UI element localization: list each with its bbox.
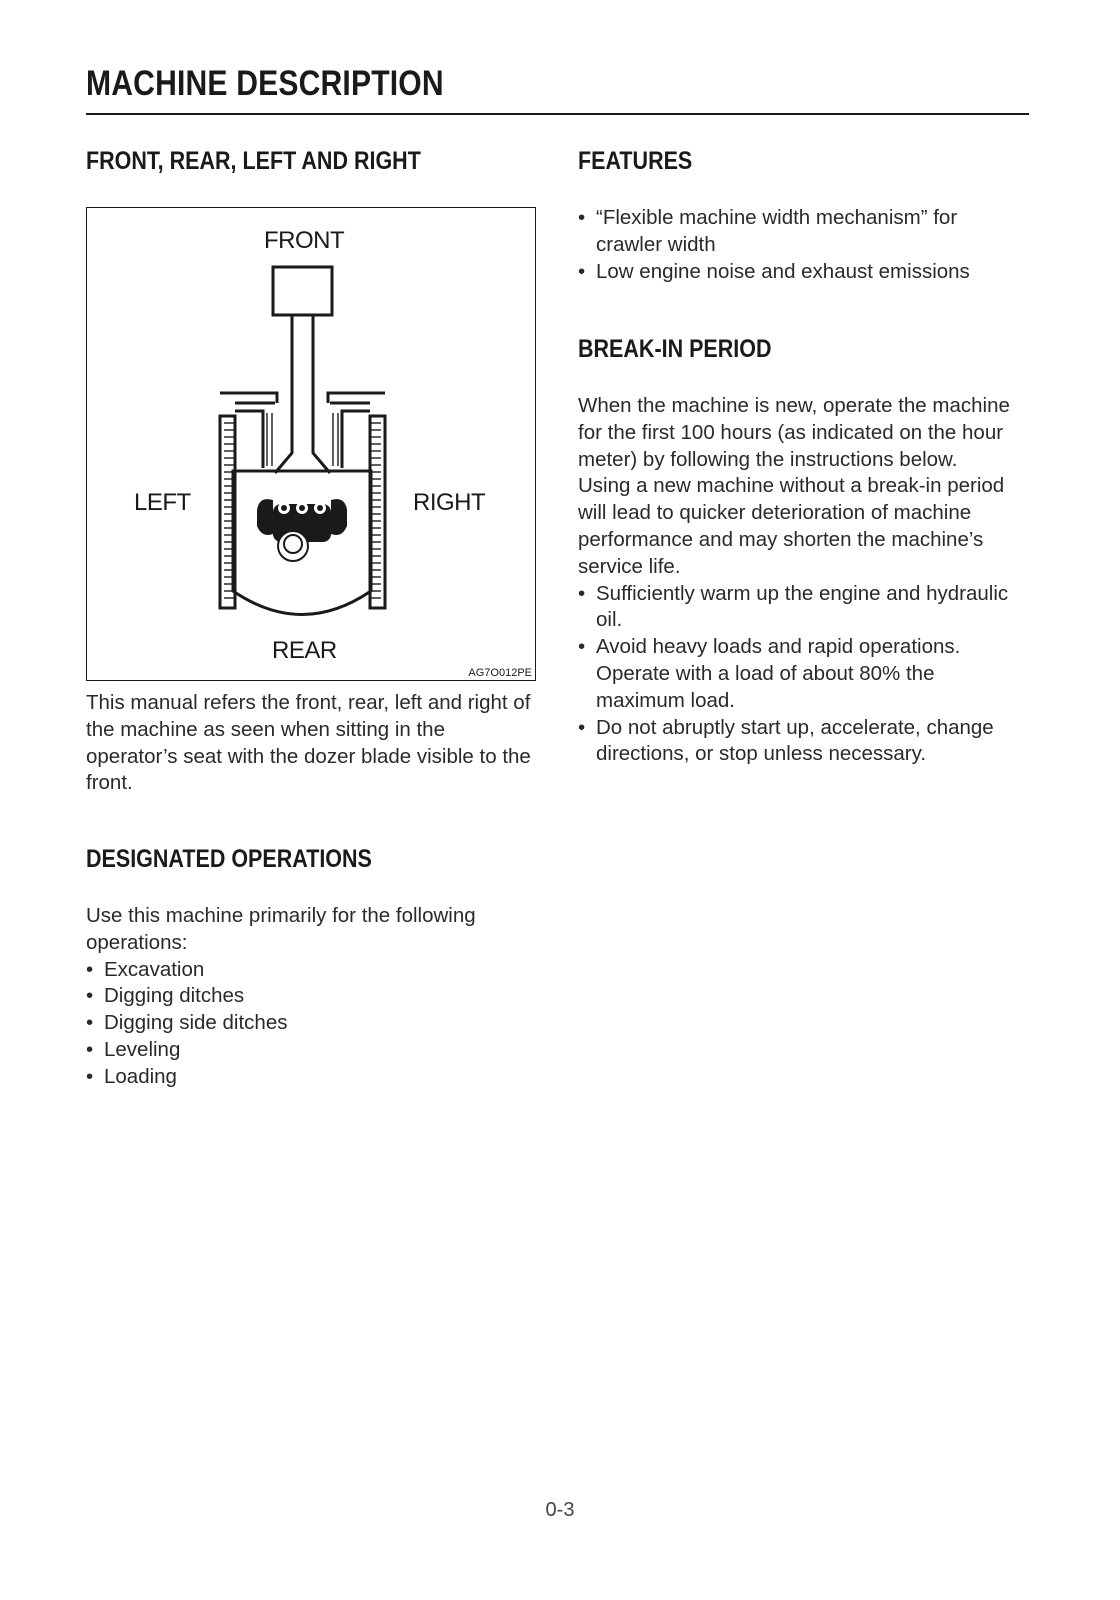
features-list [578,205,1028,285]
designated-operations-body: Use this machine primarily for the following operations: • Excavation • Digging ditches • Digging side ditches • Leveling • Loading [86,903,536,1091]
operator-seat-icon [257,499,347,561]
list-item: • Sufficiently warm up the engine and hydraulic oil. [578,581,1028,635]
list-item: • Do not abruptly start up, accelerate, change directions, or stop unless necessary. [578,715,1028,769]
right-label: RIGHT [413,489,486,516]
rear-label: REAR [272,637,337,664]
break-in-heading: BREAK-IN PERIOD [578,335,772,363]
left-label: LEFT [134,489,191,516]
break-in-body: When the machine is new, operate the machine for the first 100 hours (as indicated on the hour meter) by following the instructions below. Using a new machine without a break-in period will lead to quicker deterioration of machine performance and may shorten the machine’s service life. • Sufficiently warm up the engine and hydraulic oil. • Avoid heavy loads and rapid operations. Operate with a load of about 80% the maximum load. • Do not abruptly start up, accelerate, change directions, or stop unless necessary. [578,393,1028,768]
list-item: • Leveling [86,1037,536,1064]
list-item: • Excavation [86,957,536,984]
title-divider [86,113,1029,115]
figure-code: AG7O012PE [468,667,532,679]
features-body [578,205,1028,285]
designated-operations-list [86,957,536,1091]
list-item: • Avoid heavy loads and rapid operations. Operate with a load of about 80% the maximum load. [578,634,1028,714]
machine-orientation-figure [86,207,536,681]
excavator-top-view-illustration [87,208,537,682]
front-label: FRONT [264,227,345,254]
list-item: • Loading [86,1064,536,1091]
features-heading: FEATURES [578,147,693,175]
list-item: • Digging ditches [86,983,536,1010]
orientation-caption: This manual refers the front, rear, left and right of the machine as seen when sitting in the operator’s seat with the dozer blade visible to the front. [86,691,531,795]
break-in-list [578,581,1028,769]
designated-operations-heading: DESIGNATED OPERATIONS [86,845,372,873]
orientation-heading: FRONT, REAR, LEFT AND RIGHT [86,147,421,175]
page-title: MACHINE DESCRIPTION [86,64,444,103]
list-item: • “Flexible machine width mechanism” for crawler width [578,205,1028,259]
list-item: • Low engine noise and exhaust emissions [578,259,1028,286]
list-item: • Digging side ditches [86,1010,536,1037]
page-number: 0-3 [545,1499,575,1521]
